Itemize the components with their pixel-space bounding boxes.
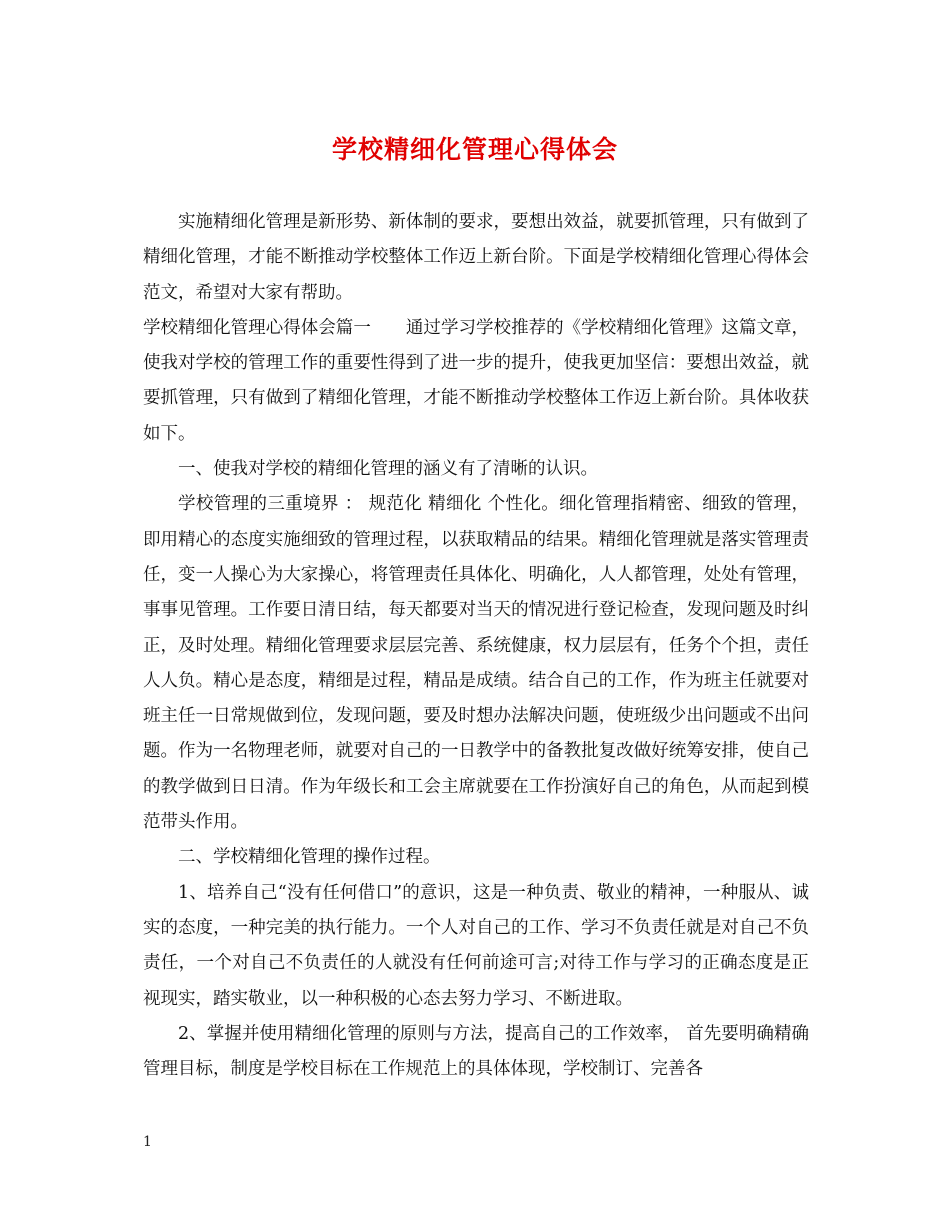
paragraph-section-one-heading: 一、使我对学校的精细化管理的涵义有了清晰的认识。 xyxy=(178,459,598,480)
paragraph-management-levels: 学校管理的三重境界 ： 规范化 精细化 个性化。细化管理指精密、细致的管理，即用精心的态度实施细致的管理过程，以获取精品的结果。精细化管理就是落实管理责任，变一人操心为大家操心，将管理责任具体化、明确化，人人都管理，处处有管理，事事见管理。工作要日清日结，每天都要对当天的情况进行登记检查，发现问题及时纠正，及时处理。精细化管理要求层层完善、系统健康，权力层层有，任务个个担，责任人人负。精心是态度，精细是过程，精品是成绩。结合自己的工作，作为班主任就要对班主任一日常规做到位，发现问题，要及时想办法解决问题，使班级少出问题或不出问题。作为一名物理老师，就要对自己的一日教学中的备教批复改做好统筹安排，使自己的教学做到日日清。作为年级长和工会主席就要在工作扮演好自己的角色，从而起到模范带头作用。 xyxy=(143,494,809,833)
page-number: 1 xyxy=(143,1134,152,1150)
paragraph-essay-one-heading: 学校精细化管理心得体会篇一 通过学习学校推荐的《学校精细化管理》这篇文章，使我对学校的管理工作的重要性得到了进一步的提升，使我更加坚信：要想出效益，就要抓管理，只有做到了精细化管理，才能不断推动学校整体工作迈上新台阶。具体收获如下。 xyxy=(143,317,809,444)
paragraph-point-one: 1、培养自己“没有任何借口”的意识，这是一种负责、敬业的精神，一种服从、诚实的态度，一种完美的执行能力。一个人对自己的工作、学习不负责任就是对自己不负责任，一个对自己不负责任的人就没有任何前途可言;对待工作与学习的正确态度是正视现实，踏实敬业，以一种积极的心态去努力学习、不断进取。 xyxy=(143,882,809,1009)
paragraph-section-two-heading: 二、学校精细化管理的操作过程。 xyxy=(178,847,441,868)
document-body xyxy=(143,205,809,1087)
paragraph-point-two: 2、掌握并使用精细化管理的原则与方法，提高自己的工作效率， 首先要明确精确管理目标，制度是学校目标在工作规范上的具体体现，学校制订、完善各 xyxy=(143,1023,809,1080)
document-title: 学校精细化管理心得体会 xyxy=(331,135,618,164)
paragraph-intro: 实施精细化管理是新形势、新体制的要求，要想出效益，就要抓管理，只有做到了精细化管理，才能不断推动学校整体工作迈上新台阶。下面是学校精细化管理心得体会范文，希望对大家有帮助。 xyxy=(143,212,809,303)
